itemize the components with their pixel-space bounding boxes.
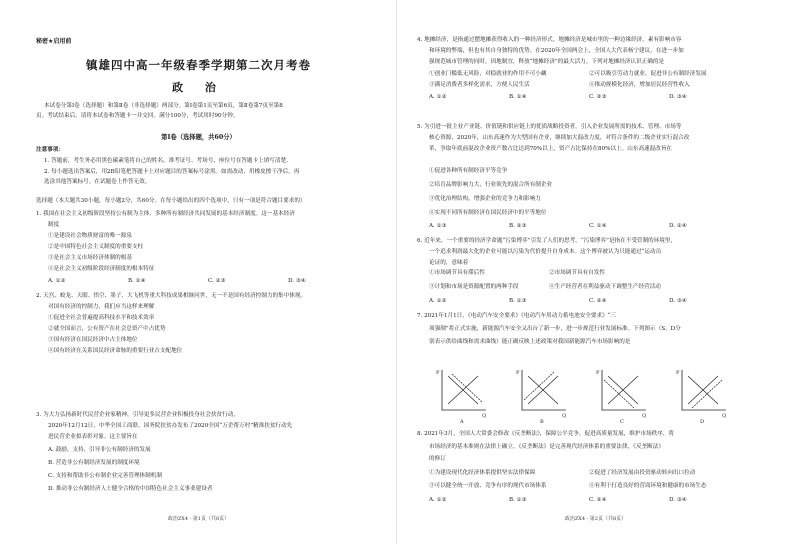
q5-item-4: ④实现不同所有制经济在国民经济中的平等地位 bbox=[429, 210, 547, 216]
page-2 bbox=[397, 0, 794, 544]
q1-item-2: ②是中国特色社会主义制度的重要支柱 bbox=[48, 244, 144, 250]
footer-page-2: 政治ZX4 · 第2页（共8页） bbox=[564, 516, 627, 522]
q4-stem-1: 4. 地摊经济，是指通过摆地摊获得收入的一种经济形式。地摊经济是城市里的一种边缘经济，素有影响市容 bbox=[417, 37, 682, 43]
q6-choice-c: C. ②④ bbox=[589, 298, 607, 304]
q7-stem-3: 别表示供给曲线和需求曲线）能正确反映上述政策对我国新能源汽车市场影响的是 bbox=[429, 339, 631, 345]
diagram-c-x-label: Q bbox=[642, 413, 647, 419]
q8-stem-1: 8. 2021年3月，全国人大常委会修改《反垄断法》，保障公平竞争，促进高质量发展，维护市场秩序，将 bbox=[417, 431, 675, 437]
diagram-a-x-label: Q bbox=[482, 413, 487, 419]
exam-title: 镇雄四中高一年级春季学期第二次月考卷 bbox=[86, 58, 311, 72]
diagram-b-x-label: Q bbox=[562, 413, 567, 419]
diagram-b-y-label: P bbox=[516, 370, 520, 376]
q1-choice-d: D. ③④ bbox=[288, 278, 306, 284]
q5-choice-d: D. ②④ bbox=[669, 223, 687, 229]
q1-item-4: ④是社会主义初级阶段经济制度的根本特征 bbox=[48, 266, 155, 272]
q6-stem-3: 论证的，意味着 bbox=[429, 260, 469, 266]
diagram-d-y-label: P bbox=[676, 370, 680, 376]
q3-option-c: C. 支持和帮助非公有制企业完善管理体制机制 bbox=[48, 473, 162, 479]
q8-item-3: ③可以健全统一开放、竞争有序的现代市场体系 bbox=[429, 483, 547, 489]
q6-choice-b: B. ①③ bbox=[509, 298, 527, 304]
q1-item-1: ①是建设社会物质财富的唯一源泉 bbox=[48, 233, 132, 239]
q6-item-4: ④生产经营者在利益驱动下调整生产经营活动 bbox=[549, 284, 661, 290]
q3-stem-1: 3. 为大力弘扬新时代民营企业家精神，引导更多民营企业积极投身社会扶贫行动， bbox=[36, 412, 239, 418]
q8-item-2: ②促进了经济发展由投资驱动转向出口拉动 bbox=[589, 470, 696, 476]
q1-item-3: ③是社会主义市场经济体制的根基 bbox=[48, 255, 132, 261]
note-1: 1. 答题前，考生务必用黑色碳素笔将自己的姓名、准考证号、考场号、座位号在答题卡上填写清楚。 bbox=[44, 158, 292, 164]
q8-choice-c: C. ②④ bbox=[589, 497, 607, 503]
q7-stem-2: 项强制”将正式实施，新能源汽车安全又出台了新一步，进一步规范行业发展标准。下列图示（S、D分 bbox=[429, 326, 681, 332]
notes-heading: 注意事项： bbox=[36, 147, 64, 153]
q1-choice-c: C. ②③ bbox=[208, 278, 226, 284]
q1-stem-1: 1. 我国在社会主义初级阶段坚持公有制为主体、多种所有制经济共同发展的基本经济制度。这一基本经济 bbox=[36, 211, 295, 217]
q2-item-2: ②就全国而言，公有资产在社会总资产中占优势 bbox=[48, 326, 166, 332]
diagram-c-y-label: P bbox=[596, 370, 600, 376]
diagram-a-y-label: P bbox=[436, 370, 440, 376]
section-1-title: 第Ⅰ卷（选择题，共60分） bbox=[161, 134, 236, 141]
q5-choice-b: B. ②③ bbox=[509, 223, 527, 229]
secret-mark: 秘密★启用前 bbox=[36, 38, 72, 45]
q3-option-a: A. 鼓励、支持、引导非公有制经济的发展 bbox=[48, 447, 151, 453]
diagram-b-label: B bbox=[540, 419, 544, 424]
q8-choice-d: D. ③④ bbox=[669, 497, 687, 503]
q5-item-3: ③优化治理结构，增强企业的竞争力和影响力 bbox=[429, 196, 541, 202]
q5-stem-1: 5. 为引进一批主业产业链、价值链和供应链上的优质战略投资者，引入企业发展所需的技术、管理、市场等 bbox=[417, 124, 682, 130]
q2-item-3: ③国有经济在国民经济中占主体地位 bbox=[48, 337, 138, 343]
q8-stem-2: 市场经济的基本准则在法律上确立。《反垄断法》是完善现代经济体系的重要法律，《反垄断法》 bbox=[429, 444, 664, 450]
q4-item-2: ②可以吸引劳动力就业，促进非公有制经济发展 bbox=[589, 71, 707, 77]
q5-item-2: ②培育品牌影响力大、行业领先的混合所有制企业 bbox=[429, 182, 553, 188]
diagram-d bbox=[674, 366, 730, 424]
diagram-c-label: C bbox=[620, 419, 624, 424]
q4-stem-3: 强规范城市管理的同时，因地制宜，释放“地摊经济”的最大活力。下列对地摊经济认识正确的是 bbox=[429, 59, 665, 65]
q5-item-1: ①促进各种所有制经济平等竞争 bbox=[429, 168, 508, 174]
q2-stem-1: 2. 天宫、蛟龙、天眼、悟空、墨子、大飞机等重大科技成果相继问世，无一不是国有经济控制力的集中体现。 bbox=[36, 293, 307, 299]
q6-item-1: ①市场调节具有滞后性 bbox=[429, 270, 485, 276]
q4-item-1: ①创业门槛低无风险，对稳就业的作用不可小觑 bbox=[429, 71, 547, 77]
q6-stem-1: 6. 近年来，一个重要的经济学命题“污染博弈”引发了人们的思考。“污染博弈”是指在不受管制的环境里， bbox=[417, 238, 677, 244]
q7-stem-1: 7. 2021年1月1日，《电动汽车安全要求》《电动汽车用动力蓄电池安全要求》“三 bbox=[417, 313, 617, 319]
q4-choice-b: B. ①④ bbox=[509, 94, 527, 100]
q4-stem-2: 和环境的弊端，但也有其自身独特的优势。在2020年全国两会上，全国人大代表杨宁建议，在进一步加 bbox=[429, 48, 684, 54]
q3-option-b: B. 营造非公有制经济发展的制度环境 bbox=[48, 460, 140, 466]
diagram-d-label: D bbox=[700, 419, 705, 424]
exam-subject: 政 治 bbox=[172, 81, 225, 94]
q1-choice-b: B. ①④ bbox=[128, 278, 146, 284]
intro-line-2: 页。考试结束后，请将本试卷和答题卡一并交回。满分100分，考试用时90分钟。 bbox=[36, 113, 239, 119]
q8-choice-b: B. ①③ bbox=[509, 497, 527, 503]
q4-choice-a: A. ①② bbox=[429, 94, 447, 100]
q8-item-1: ①为建设现代化经济体系提供坚实法律保障 bbox=[429, 470, 536, 476]
diagram-a-label: A bbox=[460, 419, 464, 424]
q7-diagrams bbox=[434, 366, 734, 424]
q8-stem-3: 的修订 bbox=[429, 456, 446, 462]
q2-item-1: ①促进全社会普遍提高科技水平和技术效率 bbox=[48, 315, 155, 321]
q3-stem-2: 2020年12月12日，中华全国工商联、国务院扶贫办发布了2020全国“万企帮万村”精准扶贫行动先 bbox=[48, 423, 293, 429]
q3-option-d: D. 推动非公有制经济人士健全合格的中国特色社会主义事业建设者 bbox=[48, 486, 213, 492]
q5-choice-c: C. ①④ bbox=[589, 223, 607, 229]
q6-choice-a: A. ①② bbox=[429, 298, 447, 304]
q4-choice-c: C. ②③ bbox=[589, 94, 607, 100]
q8-choice-a: A. ①② bbox=[429, 497, 447, 503]
diagram-b bbox=[514, 366, 570, 424]
mc-instructions: 选择题（本大题共30小题，每小题2分，共60分。在每小题给出的四个选项中，只有一项是符合题目要求的） bbox=[36, 198, 306, 204]
note-3: 选涂其他答案标号。在试题卷上作答无效。 bbox=[44, 179, 151, 185]
diagram-d-x-label: Q bbox=[722, 413, 727, 419]
q2-stem-2: 对国有经济的控制力，我们应当这样来理解 bbox=[48, 304, 155, 310]
q4-choice-d: D. ③④ bbox=[669, 94, 687, 100]
diagram-c bbox=[594, 366, 650, 424]
q5-choice-a: A. ①③ bbox=[429, 223, 447, 229]
footer-page-1: 政治ZX4 · 第1页（共8页） bbox=[167, 516, 230, 522]
q8-item-4: ④有利于打造良好的营商环境和健康的市场生态 bbox=[589, 483, 707, 489]
q3-stem-3: 进民营企业拟表彰对象。这主要旨在 bbox=[48, 434, 138, 440]
q4-item-4: ④推动规模化经济，增加居民经营性收入 bbox=[589, 82, 690, 88]
q1-stem-2: 制度 bbox=[48, 222, 60, 228]
diagram-a bbox=[434, 366, 490, 424]
q6-item-3: ③计划和市场是资源配置的两种手段 bbox=[429, 284, 519, 290]
q1-choice-a: A. ①② bbox=[48, 278, 66, 284]
q5-stem-2: 核心资源，2020年，山东高速作为大型国有企业，继续加大混改力度，对符合条件的二级企业实行混合改 bbox=[429, 135, 690, 141]
q6-choice-d: D. ③④ bbox=[669, 298, 687, 304]
q2-item-4: ④国有经济在关系国民经济命脉的重要行业占支配地位 bbox=[48, 348, 183, 354]
q6-item-2: ②市场调节具有自发性 bbox=[549, 270, 605, 276]
q4-item-3: ③满足消费者多样化需求，方便人民生活 bbox=[429, 82, 530, 88]
q6-stem-2: 一个追求利润最大化的企业可能以污染为代价提升自身成本。这个博弈被认为只能通过“运动员 bbox=[429, 249, 662, 255]
q5-stem-3: 革，争取年底前混改企业资产数占比达到70%以上，资产占比保持在80%以上。山东高速混改旨在 bbox=[429, 146, 673, 152]
note-2: 2. 每小题选出答案后，用2B铅笔把答题卡上对应题目的答案标号涂黑。如需改动，用橡皮擦干净后，再 bbox=[44, 169, 300, 175]
intro-line-1: 本试卷分第Ⅰ卷（选择题）和第Ⅱ卷（非选择题）两部分。第Ⅰ卷第1页至第6页，第Ⅱ卷第7页至第8 bbox=[44, 103, 283, 109]
